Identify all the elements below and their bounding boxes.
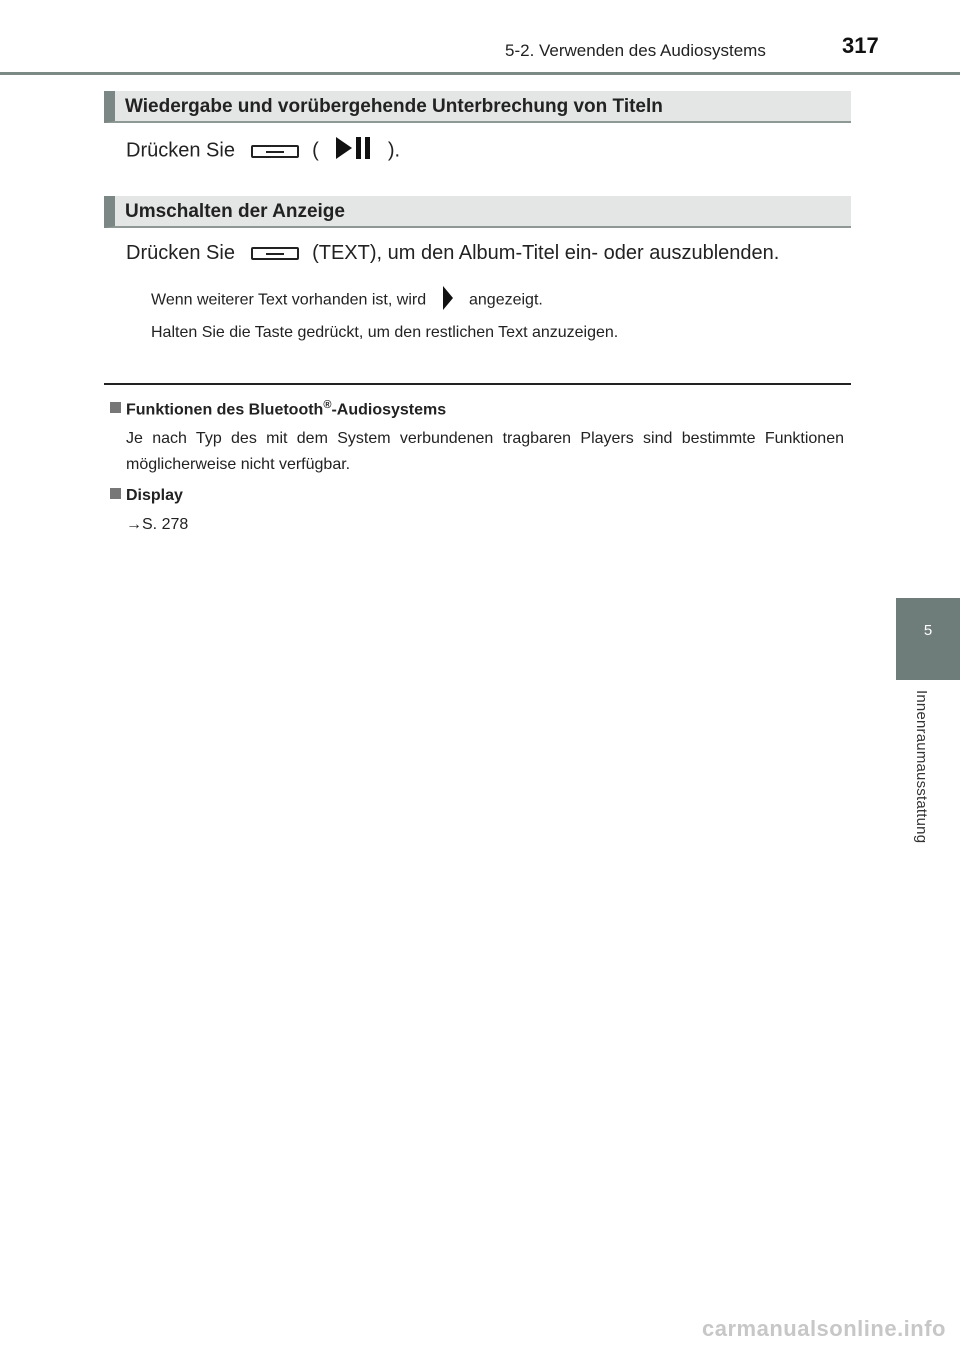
note-hold-button: Halten Sie die Taste gedrückt, um den restlichen Text anzuzeigen. — [151, 324, 619, 341]
topic-title: Display — [126, 487, 183, 504]
running-head: 5-2. Verwenden des Audiosystems — [505, 41, 766, 60]
square-bullet-icon — [110, 488, 121, 499]
note-suffix: angezeigt. — [469, 291, 543, 309]
button-icon — [251, 247, 299, 260]
instruction-playback — [126, 135, 400, 167]
chapter-number: 5 — [923, 622, 933, 639]
square-bullet-icon — [110, 402, 121, 413]
topic-bluetooth-functions — [110, 399, 446, 419]
note-more-text — [151, 286, 543, 315]
watermark: carmanualsonline.info — [702, 1316, 946, 1341]
chapter-label: Innenraumausstattung — [913, 690, 930, 844]
topic-body: Je nach Typ des mit dem System verbundenen tragbaren Players sind bestimmte Funktionen möglicherweise nicht verfügbar. — [126, 430, 844, 473]
section-divider — [104, 383, 851, 385]
topic-title-prefix: Funktionen des Bluetooth — [126, 401, 324, 419]
page-number: 317 — [842, 33, 879, 58]
instruction-suffix: (TEXT), um den Album-Titel ein- oder auszublenden. — [312, 242, 780, 265]
paren-open: ( — [312, 139, 319, 162]
topic-title-suffix: -Audiosystems — [331, 401, 447, 419]
more-text-arrow-icon — [441, 286, 455, 315]
section-header-display-toggle — [104, 196, 851, 228]
button-icon — [251, 145, 299, 158]
section-title: Umschalten der Anzeige — [125, 201, 345, 222]
play-pause-icon — [334, 135, 372, 167]
chapter-tab[interactable] — [896, 598, 960, 680]
instruction-text: Drücken Sie — [126, 242, 235, 265]
page-reference-link[interactable]: →S. 278 — [126, 516, 189, 533]
topic-display — [110, 487, 183, 505]
paren-close: ). — [387, 139, 401, 162]
instruction-text-toggle — [126, 242, 779, 265]
header-rule — [0, 72, 960, 75]
instruction-text: Drücken Sie — [126, 139, 235, 162]
section-title: Wiedergabe und vorübergehende Unterbrechung von Titeln — [125, 96, 663, 117]
note-prefix: Wenn weiterer Text vorhanden ist, wird — [151, 291, 427, 309]
section-header-playback — [104, 91, 851, 123]
registered-mark: ® — [323, 399, 332, 411]
